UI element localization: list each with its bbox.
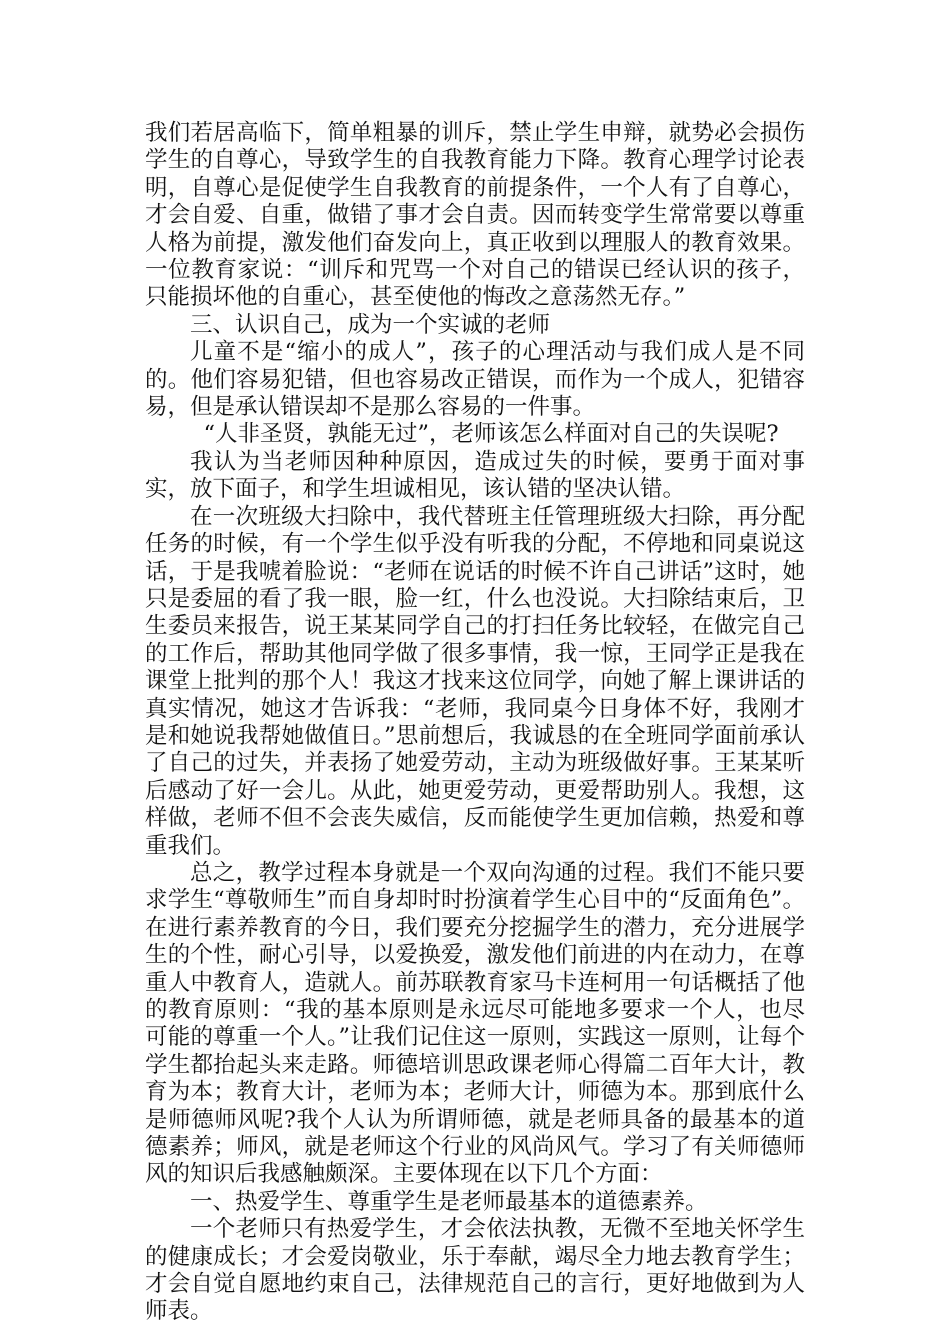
paragraph-cleaning-story: 在一次班级大扫除中，我代替班主任管理班级大扫除，再分配任务的时候，有一个学生似乎没有听我的分配，不停地和同桌说这话，于是我唬着脸说：“老师在说话的时候不许自己讲话”这时，她只是委屈的看了我一眼，脸一红，什么也没说。大扫除结束后，卫生委员来报告，说王某某同学自己的打扫任务比较轻，在做完自己的工作后，帮助其他同学做了很多事情，我一惊，王同学正是我在课堂上批判的那个人！我这才找来这位同学，向她了解上课讲话的真实情况，她这才告诉我：“老师，我同桌今日身体不好，我刚才是和她说我帮她做值日。”思前想后，我诚恳的在全班同学面前承认了自己的过失，并表扬了她爱劳动，主动为班级做好事。王某某听后感动了好一会儿。从此，她更爱劳动，更爱帮助别人。我想，这样做，老师不但不会丧失威信，反而能使学生更加信赖，热爱和尊重我们。 — [145, 503, 805, 859]
section-heading-one: 一、热爱学生、尊重学生是老师最基本的道德素养。 — [190, 1188, 708, 1215]
paragraph-children: 儿童不是“缩小的成人”，孩子的心理活动与我们成人是不同的。他们容易犯错，但也容易改正错误，而作为一个成人，犯错容易，但是承认错误却不是那么容易的一件事。 — [145, 339, 805, 421]
paragraph-love-students: 一个老师只有热爱学生，才会依法执教，无微不至地关怀学生的健康成长；才会爱岗敬业，乐于奉献，竭尽全力地去教育学生；才会自觉自愿地约束自己，法律规范自己的言行，更好地做到为人师表。 — [145, 1216, 805, 1325]
paragraph-quote: “人非圣贤，孰能无过”，老师该怎么样面对自己的失误呢? — [203, 421, 779, 448]
paragraph-admit-mistakes: 我认为当老师因种种原因，造成过失的时候，要勇于面对事实，放下面子，和学生坦诚相见，该认错的坚决认错。 — [145, 448, 805, 503]
paragraph-continuation: 我们若居高临下，简单粗暴的训斥，禁止学生申辩，就势必会损伤学生的自尊心，导致学生的自我教育能力下降。教育心理学讨论表明，自尊心是促使学生自我教育的前提条件，一个人有了自尊心，才会自爱、自重，做错了事才会自责。因而转变学生常常要以尊重人格为前提，激发他们奋发向上，真正收到以理服人的教育效果。一位教育家说：“训斥和咒骂一个对自己的错误已经认识的孩子，只能损坏他的自重心，甚至使他的悔改之意荡然无存。” — [145, 120, 805, 311]
paragraph-summary: 总之，教学过程本身就是一个双向沟通的过程。我们不能只要求学生“尊敬师生”而自身却时时扮演着学生心目中的“反面角色”。在进行素养教育的今日，我们要充分挖掘学生的潜力，充分进展学生的个性，耐心引导，以爱换爱，激发他们前进的内在动力，在尊重人中教育人，造就人。前苏联教育家马卡连柯用一句话概括了他的教育原则：“我的基本原则是永远尽可能地多要求一个人，也尽可能的尊重一个人。”让我们记住这一原则，实践这一原则，让每个学生都抬起头来走路。师德培训思政课老师心得篇二百年大计，教育为本；教育大计，老师为本；老师大计，师德为本。那到底什么是师德师风呢?我个人认为所谓师德，就是老师具备的最基本的道德素养；师风，就是老师这个行业的风尚风气。学习了有关师德师风的知识后我感触颇深。主要体现在以下几个方面： — [145, 859, 805, 1188]
section-heading-three: 三、认识自己，成为一个实诚的老师 — [190, 311, 551, 338]
document-body — [145, 120, 805, 1326]
